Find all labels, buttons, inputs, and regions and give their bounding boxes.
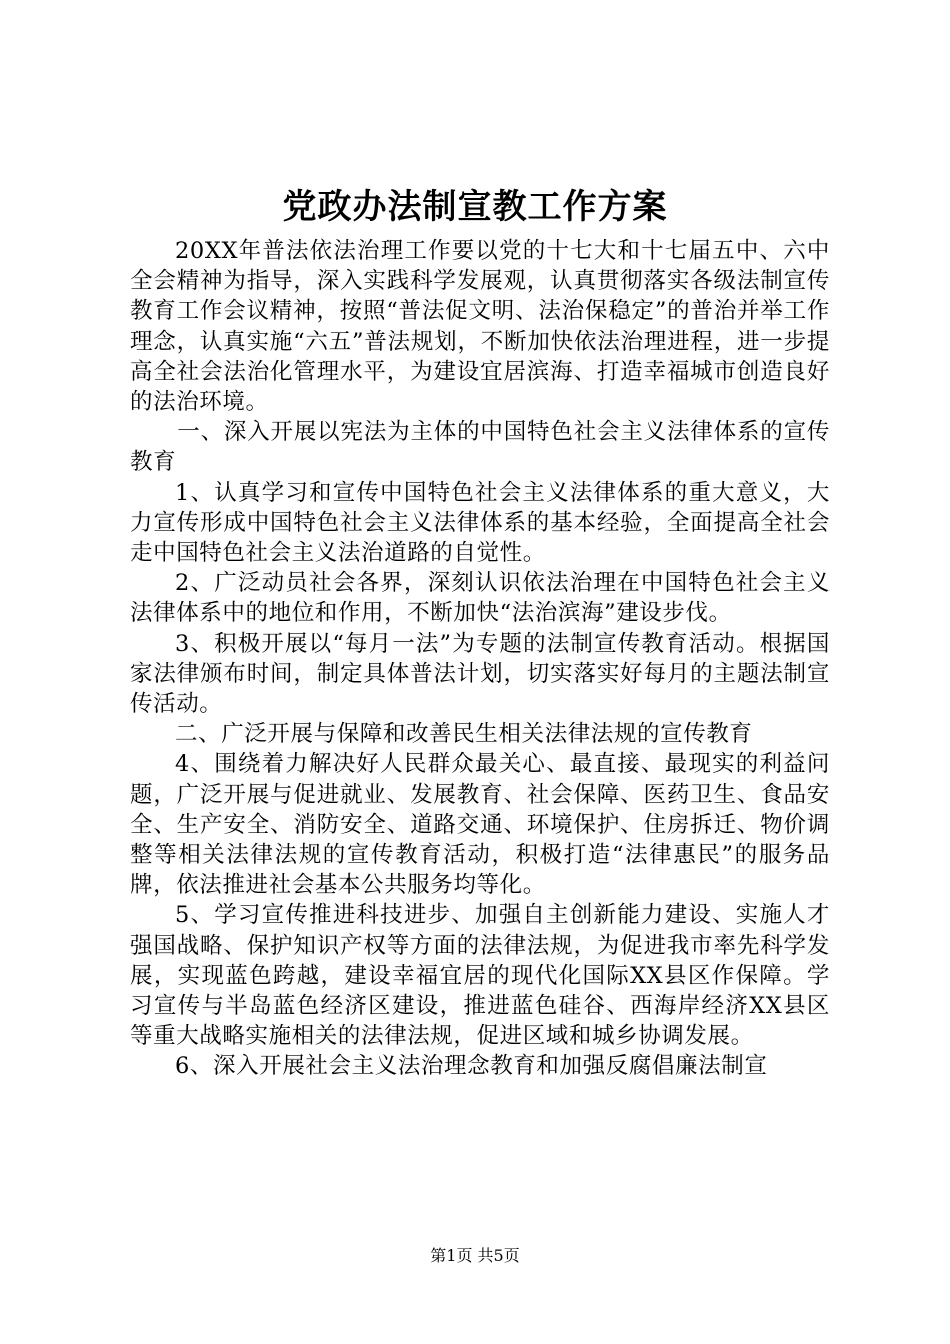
document-body [130,236,830,1082]
item-paragraph-5: 5、学习宣传推进科技进步、加强自主创新能力建设、实施人才强国战略、保护知识产权等方面的法律法规，为促进我市率先科学发展，实现蓝色跨越，建设幸福宜居的现代化国际XX县区作保障。学习宣传与半岛蓝色经济区建设，推进蓝色硅谷、西海岸经济XX县区等重大战略实施相关的法律法规，促进区域和城乡协调发展。 [130,902,830,1050]
item-paragraph-1: 1、认真学习和宣传中国特色社会主义法律体系的重大意义，大力宣传形成中国特色社会主义法律体系的基本经验，全面提高全社会走中国特色社会主义法治道路的自觉性。 [130,479,830,567]
document-title: 党政办法制宣教工作方案 [282,187,668,227]
section-heading-1: 一、深入开展以宪法为主体的中国特色社会主义法律体系的宣传教育 [130,419,830,476]
intro-paragraph: 20XX年普法依法治理工作要以党的十七大和十七届五中、六中全会精神为指导，深入实践科学发展观，认真贯彻落实各级法制宣传教育工作会议精神，按照“普法促文明、法治保稳定”的普治并举工作理念，认真实施“六五”普法规划，不断加快依法治理进程，进一步提高全社会法治化管理水平，为建设宜居滨海、打造幸福城市创造良好的法治环境。 [130,238,830,416]
section-heading-2: 二、广泛开展与保障和改善民生相关法律法规的宣传教育 [175,721,753,748]
item-paragraph-6: 6、深入开展社会主义法治理念教育和加强反腐倡廉法制宣 [175,1053,768,1080]
item-paragraph-3: 3、积极开展以“每月一法”为专题的法制宣传教育活动。根据国家法律颁布时间，制定具体普法计划，切实落实好每月的主题法制宣传活动。 [130,630,830,718]
item-paragraph-4: 4、围绕着力解决好人民群众最关心、最直接、最现实的利益问题，广泛开展与促进就业、发展教育、社会保障、医药卫生、食品安全、生产安全、消防安全、道路交通、环境保护、住房拆迁、物价调整等相关法律法规的宣传教育活动，积极打造“法律惠民”的服务品牌，依法推进社会基本公共服务均等化。 [130,751,830,899]
item-paragraph-2: 2、广泛动员社会各界，深刻认识依法治理在中国特色社会主义法律体系中的地位和作用，不断加快“法治滨海”建设步伐。 [130,570,830,627]
page-footer: 第1页 共5页 [430,1246,520,1265]
